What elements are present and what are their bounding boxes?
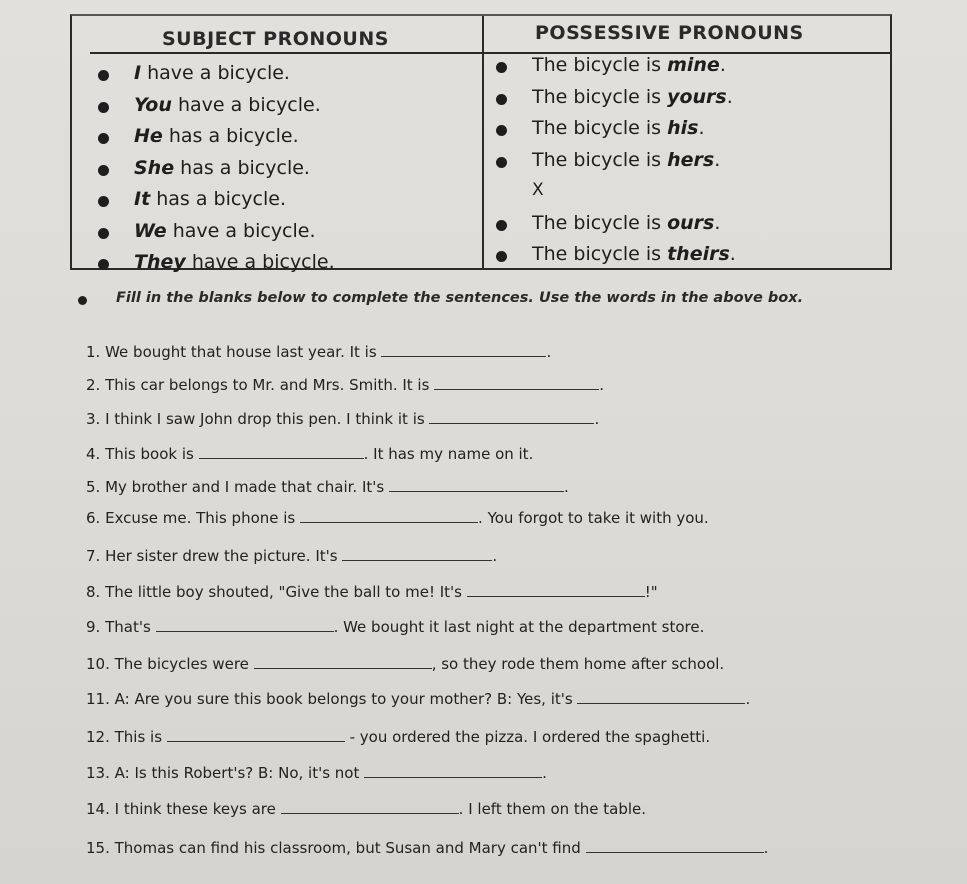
answer-blank[interactable] [167,727,345,742]
answer-blank[interactable] [381,342,546,357]
answer-blank[interactable] [156,617,334,632]
bullet-icon [98,228,109,239]
question-2: 2. This car belongs to Mr. and Mrs. Smith. It is . [86,376,604,394]
possessive-pronouns-header: POSSESSIVE PRONOUNS [535,22,804,44]
question-14: 14. I think these keys are . I left them on the table. [86,800,647,818]
bullet-icon [78,296,87,305]
question-4: 4. This book is . It has my name on it. [86,445,534,463]
answer-blank[interactable] [342,546,492,561]
answer-blank[interactable] [281,799,459,814]
question-12: 12. This is - you ordered the pizza. I ordered the spaghetti. [86,728,711,746]
bullet-icon [496,62,507,73]
question-1: 1. We bought that house last year. It is . [86,343,552,361]
question-9: 9. That's . We bought it last night at the department store. [86,618,705,636]
bullet-icon [98,133,109,144]
question-10: 10. The bicycles were , so they rode them home after school. [86,655,725,673]
answer-blank[interactable] [467,582,645,597]
answer-blank[interactable] [364,763,542,778]
bullet-icon [98,165,109,176]
instruction-text: Fill in the blanks below to complete the sentences. Use the words in the above box. [92,290,779,306]
bullet-icon [98,259,109,270]
subject-pronouns-header: SUBJECT PRONOUNS [162,28,389,50]
question-3: 3. I think I saw John drop this pen. I think it is . [86,410,600,428]
question-6: 6. Excuse me. This phone is . You forgot to take it with you. [86,509,709,527]
bullet-icon [98,70,109,81]
question-11: 11. A: Are you sure this book belongs to your mother? B: Yes, it's . [86,690,751,708]
answer-blank[interactable] [300,508,478,523]
bullet-icon [496,220,507,231]
column-divider [482,16,484,268]
question-7: 7. Her sister drew the picture. It's . [86,547,498,565]
answer-blank[interactable] [586,838,764,853]
bullet-icon [98,102,109,113]
bullet-icon [98,196,109,207]
question-5: 5. My brother and I made that chair. It's . [86,478,569,496]
header-divider [90,52,890,54]
x-mark: X [532,180,544,200]
bullet-icon [496,251,507,262]
answer-blank[interactable] [577,689,745,704]
bullet-icon [496,125,507,136]
answer-blank[interactable] [389,477,564,492]
question-8: 8. The little boy shouted, "Give the ball to me! It's !" [86,583,658,601]
question-13: 13. A: Is this Robert's? B: No, it's not . [86,764,547,782]
answer-blank[interactable] [254,654,432,669]
question-15: 15. Thomas can find his classroom, but Susan and Mary can't find . [86,839,769,857]
bullet-icon [496,94,507,105]
answer-blank[interactable] [199,444,364,459]
pronoun-reference-box: SUBJECT PRONOUNS POSSESSIVE PRONOUNS I have a bicycle. You have a bicycle. He has a bicycle. She has a bicycle. It has a bicycle. We have a bicycle. They have a bicycle. The bicycle is mine. The bicycle is yours. The bicycle is his. The bicycle is hers. X The bicycle is ours. The bicycle is theirs. [70,14,892,270]
bullet-icon [496,157,507,168]
answer-blank[interactable] [429,409,594,424]
answer-blank[interactable] [434,375,599,390]
